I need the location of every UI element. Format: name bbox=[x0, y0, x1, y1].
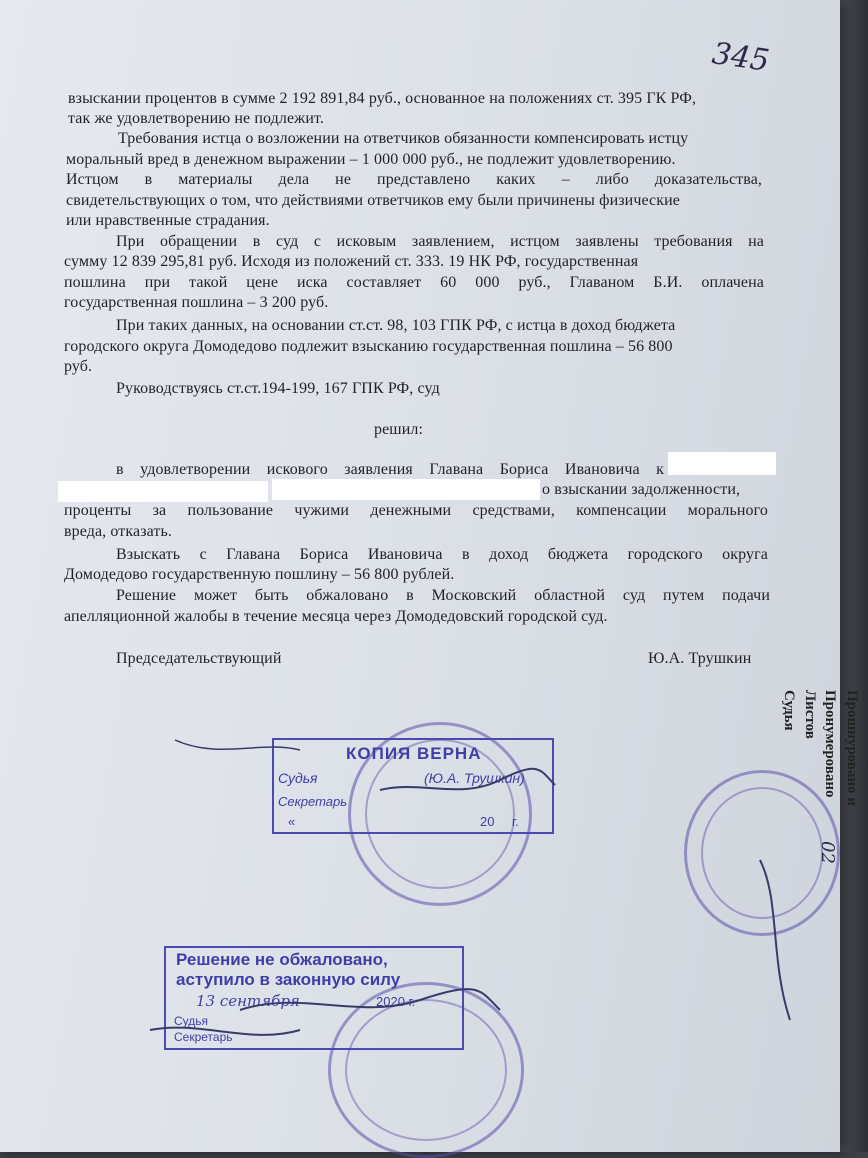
stamp-secretary-label: Секретарь bbox=[278, 794, 348, 809]
text-line: руб. bbox=[64, 358, 93, 375]
text-line: пошлина при такой цене иска составляет 60 000 руб., Главаном Б.И. оплачена bbox=[64, 274, 764, 291]
text-line: о взыскании задолженности, bbox=[542, 481, 741, 498]
text-line: При таких данных, на основании ст.ст. 98, 103 ГПК РФ, с истца в доход бюджета bbox=[116, 317, 676, 334]
stamp-year-suffix: г. bbox=[512, 814, 519, 829]
signature-stroke bbox=[150, 1028, 300, 1035]
text-line: моральный вред в денежном выражении – 1 000 000 руб., не подлежит удовлетворению. bbox=[66, 151, 676, 168]
signature-stroke bbox=[240, 989, 500, 1010]
text-line: Требования истца о возложении на ответчиков обязанности компенсировать истцу bbox=[118, 130, 689, 147]
text-line: свидетельствующих о том, что действиями ответчиков ему были причинены физические bbox=[66, 192, 680, 209]
stamp-judge-label: Судья bbox=[174, 1014, 209, 1028]
signature-name: Ю.А. Трушкин bbox=[648, 650, 752, 667]
side-stamp-line2: Пронумеровано bbox=[822, 690, 838, 798]
text-line: проценты за пользование чужими денежными средствами, компенсации морального bbox=[64, 502, 768, 519]
side-stamp-line1: Прошнуровано и bbox=[844, 690, 860, 806]
text-line: городского округа Домодедово подлежит взысканию государственная пошлина – 56 800 bbox=[64, 338, 673, 355]
stamp-heading: КОПИЯ ВЕРНА bbox=[346, 744, 482, 763]
stamp-year: 20 bbox=[480, 814, 495, 829]
text-line: Истцом в материалы дела не представлено каких – либо доказательства, bbox=[66, 171, 762, 188]
stamp-secretary-label: Секретарь bbox=[174, 1030, 233, 1044]
signature-stroke bbox=[760, 860, 790, 1020]
side-stamp-sheets: 02 bbox=[816, 841, 838, 864]
text-line: Руководствуясь ст.ст.194-199, 167 ГПК РФ, суд bbox=[116, 380, 440, 397]
signature-stroke bbox=[380, 769, 555, 790]
stamp-date-handwritten: 13 сентября bbox=[196, 992, 300, 1010]
stamp-judge-name: (Ю.А. Трушкин) bbox=[424, 770, 525, 786]
text-line: в удовлетворении искового заявления Главана Бориса Ивановича к bbox=[116, 461, 664, 478]
signature-stroke bbox=[175, 740, 300, 750]
text-line: или нравственные страдания. bbox=[66, 212, 270, 229]
text-line: Взыскать с Главана Бориса Ивановича в доход бюджета городского округа bbox=[116, 546, 768, 563]
signature-title: Председательствующий bbox=[116, 650, 282, 667]
text-line: Решение может быть обжаловано в Московский областной суд путем подачи bbox=[116, 587, 770, 604]
page-number-handwritten: 345 bbox=[709, 36, 772, 79]
side-stamp-line3: Листов bbox=[802, 690, 818, 739]
stamp-date-quote: « bbox=[288, 814, 296, 829]
text-line: апелляционной жалобы в течение месяца через Домодедовский городской суд. bbox=[64, 608, 608, 625]
text-line: вреда, отказать. bbox=[64, 523, 172, 540]
text-line: взыскании процентов в сумме 2 192 891,84 руб., основанное на положениях ст. 395 ГК РФ, bbox=[68, 90, 697, 107]
stamp-line1: Решение не обжаловано, bbox=[176, 950, 388, 969]
stamp-judge-label: Судья bbox=[278, 770, 318, 786]
text-line: государственная пошлина – 3 200 руб. bbox=[64, 294, 329, 311]
text-line: Домодедово государственную пошлину – 56 800 рублей. bbox=[64, 566, 455, 583]
side-stamp-line4: Судья bbox=[781, 690, 797, 731]
text-line: При обращении в суд с исковым заявлением, истцом заявлены требования на bbox=[116, 233, 764, 250]
text-line: так же удовлетворению не подлежит. bbox=[68, 110, 324, 127]
decision-heading: решил: bbox=[374, 421, 424, 438]
stamp-line2: аступило в законную силу bbox=[176, 970, 401, 989]
stamp-year: 2020 г. bbox=[376, 994, 416, 1009]
text-line: сумму 12 839 295,81 руб. Исходя из положений ст. 333. 19 НК РФ, государственная bbox=[64, 253, 639, 270]
